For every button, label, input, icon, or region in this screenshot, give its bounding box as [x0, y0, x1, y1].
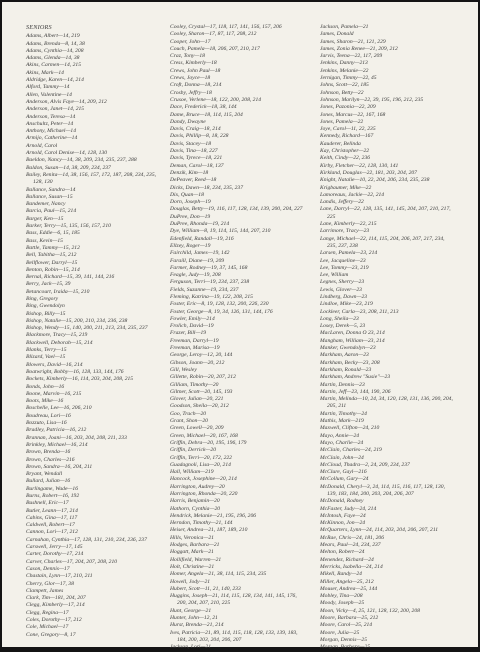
- index-entry: Menendez, Richard—24: [320, 556, 374, 563]
- index-entry: Betancourt, Iraida—15, 210: [26, 288, 90, 295]
- index-entry: Clegg, Regina—17: [26, 609, 69, 616]
- index-entry: Markham, Becky—23, 208: [320, 359, 380, 366]
- index-entry: Harrington, Audrey—20: [170, 483, 225, 490]
- index-entry: Brown, Brenda—16: [26, 449, 71, 456]
- index-entry: Carswell, Jerry—17, 145: [26, 544, 83, 551]
- index-column-3: [320, 24, 455, 651]
- index-entry: Caldwell, Robert—17: [26, 522, 75, 529]
- index-entry: Jackson, Pamela—21: [320, 24, 369, 30]
- index-entry: Kay, Christopher—22: [320, 148, 370, 155]
- index-entry: Craz, Tony—18: [170, 53, 205, 60]
- index-entry: Harrington, Rhonda—20, 220: [170, 491, 238, 497]
- index-entry: Lane, Kimberly—22, 215: [320, 221, 377, 228]
- index-entry: Deman, Carol—18, 137: [170, 162, 224, 169]
- index-entry: McCloud, Thadra—2, 24, 209, 234, 237: [320, 461, 410, 468]
- index-entry: Edenfield, Randall—19, 216: [170, 235, 234, 242]
- index-entry: Martin, Jeff—23, 144, 190, 206: [320, 388, 391, 395]
- index-entry: Lindberg, Dawn—23: [320, 293, 368, 300]
- index-entry: Cannon, Lori—17, 212: [26, 529, 78, 536]
- index-entry: Davis, Tina—18, 227: [170, 148, 218, 155]
- index-entry: Jackson, Lori—21: [170, 644, 212, 651]
- index-entry: Crews, John Paul—18: [170, 67, 221, 74]
- index-list: [320, 24, 455, 652]
- index-entry: Lockleer, Carla—23, 208, 211, 213: [320, 308, 399, 315]
- index-entry: Fowler, Emily—214: [170, 315, 215, 322]
- index-entry: Adams, Glenda—14, 38: [26, 55, 80, 62]
- index-entry: Boudreau, Lori—16: [26, 412, 71, 419]
- index-entry: Benton, Robin—15, 214: [26, 266, 80, 273]
- index-entry: Cress, Kimberly—18: [170, 60, 217, 67]
- index-entry: Markham, Andrew "Susie"—23: [320, 374, 391, 381]
- index-entry: Krigbaumer, Mike—22: [320, 184, 372, 191]
- index-entry: Mangham, William—23, 214: [320, 337, 385, 344]
- index-entry: Cherry, Glor—17, 38: [26, 580, 74, 587]
- index-entry: Arnold, Carol: [26, 142, 58, 149]
- index-entry: Alford, Tammy—14: [26, 84, 70, 91]
- index-entry: Cabins, Gina—17, 117: [26, 514, 78, 521]
- index-entry: Bonds, John—16: [26, 383, 65, 390]
- index-entry: Huggins, Joseph—21, 114, 115, 128, 134, 141, 145, 176, 200, 204, 207, 210, 225: [170, 593, 297, 607]
- index-entry: Lee, Jacqueline—23: [320, 257, 366, 264]
- index-entry: Losey, Derek—5, 23: [320, 323, 366, 330]
- index-entry: Hunt, George—21: [170, 607, 212, 614]
- index-entry: Fields, Suzanne—19, 234, 237: [170, 286, 239, 293]
- index-entry: Farmer, Rodney—19, 37, 145, 168: [170, 264, 248, 271]
- index-entry: Hoggatt, Mark—21: [170, 549, 214, 556]
- index-entry: Keith, Cindy—22, 236: [320, 155, 371, 162]
- index-entry: Blackwell, Deborah—15, 214: [26, 339, 93, 346]
- index-entry: Jones, Marcus—22, 167, 168: [320, 111, 386, 118]
- index-entry: Bing, Gwendolyn: [26, 303, 65, 310]
- index-entry: McClure, Gayl—216: [320, 469, 367, 476]
- index-entry: Moon, Vicky—4, 25, 121, 128, 132, 200, 208: [320, 607, 420, 614]
- index-entry: Knight, Natalie—10, 22, 204, 206, 234, 235, 238: [320, 177, 430, 184]
- index-entry: Hodges, Barbara—21: [170, 542, 220, 549]
- index-list: [26, 33, 161, 639]
- index-entry: Harris, Benjamin—20: [170, 498, 220, 505]
- index-entry: Griffin, Derrick—20: [170, 447, 216, 454]
- index-entry: Goo, Trach—20: [170, 410, 207, 417]
- index-entry: Merricks, Isabella—24, 214: [320, 563, 383, 570]
- index-entry: Mears, Paul—24, 234, 237: [320, 542, 381, 549]
- index-entry: DePeaver, Reed—18: [170, 177, 217, 184]
- index-entry: Crews, Joyce—18: [170, 75, 211, 82]
- index-entry: McDonald, Rodney: [320, 498, 364, 505]
- index-entry: Cole, Michael—17: [26, 624, 69, 631]
- index-entry: Douglas, Betty—19, 116, 117, 128, 134, 139, 200, 204, 227: [170, 206, 303, 213]
- index-entry: Martin, Melinda—10, 24, 34, 120, 128, 131, 136, 200, 204, 205, 211: [320, 396, 453, 410]
- index-entry: DuPree, Rhonda—19, 214: [170, 221, 230, 228]
- index-entry: Brown, Sandra—16, 204, 211: [26, 463, 93, 470]
- index-entry: Couch, Pamela—18, 206, 207, 210, 217: [170, 45, 260, 52]
- index-entry: Clampett, James: [26, 587, 64, 594]
- index-entry: Brannan, Joani—16, 203, 204, 208, 211, 233: [26, 434, 127, 441]
- index-entry: Fleming, Katrina—19, 122, 208, 215: [170, 293, 253, 300]
- index-entry: Moore, Carol—25, 214: [320, 622, 373, 629]
- index-entry: Lindloe, Mike—23, 219: [320, 301, 373, 308]
- index-entry: Mayo, Charlie—24: [320, 439, 364, 446]
- index-entry: Frazer, Bill—19: [170, 330, 207, 337]
- index-entry: Ferguson, Terri—19, 234, 237, 238: [170, 279, 250, 286]
- index-entry: Boots, Mike—16: [26, 398, 64, 405]
- index-entry: Boschelle, Lee—16, 206, 210: [26, 405, 92, 412]
- index-entry: Heiser, Andrea—21, 187, 189, 210: [170, 527, 248, 534]
- index-entry: McKinnon, Jon—24: [320, 520, 366, 527]
- index-entry: Lane, Darryl—22, 128, 135, 141, 145, 204, 207, 210, 217, 225: [320, 206, 451, 220]
- index-entry: Barger, Ken—15: [26, 215, 64, 222]
- index-entry: Anderson, Teresa—14: [26, 113, 76, 120]
- index-entry: Herndon, Timothy—21, 144: [170, 520, 233, 527]
- index-entry: Hancock, Josephine—20, 214: [170, 476, 237, 483]
- index-entry: Bass, Eddie—6, 15, 185: [26, 230, 80, 237]
- index-entry: Markham, Ronald—23: [320, 366, 372, 373]
- index-entry: McClain, Charles—24, 219: [320, 447, 382, 454]
- index-entry: Miller, Angela—25, 212: [320, 578, 374, 585]
- index-entry: Carnahan, Cynthia—17, 128, 131, 210, 234, 236, 237: [26, 536, 147, 543]
- index-entry: MacLaren, Donna O 23, 214: [320, 330, 385, 337]
- index-entry: Johnson, Betty—22: [320, 89, 364, 96]
- index-entry: Faraill, Diane—19, 209: [170, 257, 225, 264]
- index-entry: Glover, Julian—20, 221: [170, 396, 224, 403]
- index-entry: Hall, William—219: [170, 469, 214, 476]
- index-entry: Foster, Eric—8, 19, 128, 132, 200, 226, 230: [170, 301, 269, 308]
- index-entry: Joye, Carol—11, 22, 235: [320, 126, 376, 133]
- index-entry: Battle, Tammy—15, 212: [26, 244, 80, 251]
- index-entry: McFaster, Judy—24, 214: [320, 505, 377, 512]
- index-entry: Lee, William: [320, 272, 349, 279]
- index-entry: Boatwright, Bobby—16, 128, 133, 144, 176: [26, 368, 124, 375]
- index-entry: Bryant, Wendall: [26, 471, 63, 478]
- index-entry: Davis, Stacey—18: [170, 140, 212, 147]
- index-entry: Chastain, Lynn—17, 210, 211: [26, 573, 93, 580]
- index-entry: Blowers, David—16, 214: [26, 361, 83, 368]
- index-entry: Bishop, Natalie—15, 200, 210, 234, 236, 238: [26, 317, 128, 324]
- index-entry: Adams, Brenda—8, 14, 38: [26, 40, 85, 47]
- index-entry: Maxwell, Clifton—24, 210: [320, 425, 380, 432]
- index-entry: Manker, Gwendolyn—23: [320, 345, 376, 352]
- index-entry: Long, Sheila—23: [320, 315, 359, 322]
- index-entry: Johns, Scott—22, 185: [320, 82, 369, 89]
- index-entry: Cooper, John—17: [170, 38, 211, 45]
- index-entry: Giltner, Scott—20, 145, 193: [170, 388, 233, 395]
- index-entry: Bailey, Renita—14, 38, 156, 157, 172, 187, 208, 234, 235, 128, 130: [26, 171, 157, 186]
- index-entry: Dix, Quan—18: [170, 191, 204, 198]
- index-entry: Blackmore, Tracy—15, 219: [26, 332, 88, 339]
- index-entry: Akins, Carmen—14, 215: [26, 62, 82, 69]
- index-entry: McQuarters, Lynn—24, 114, 203, 204, 206, 207, 211: [320, 527, 439, 534]
- index-entry: Burlingame, Wade—16: [26, 485, 78, 492]
- index-column-1: [26, 24, 161, 638]
- index-entry: Davis, Tyrece—18, 221: [170, 155, 223, 162]
- index-entry: Aldridge, Karen—14, 214: [26, 77, 84, 84]
- index-entry: Foster, George—8, 19, 34, 126, 131, 144, 176: [170, 308, 273, 315]
- index-entry: Ballance, Susan—15: [26, 193, 73, 200]
- index-entry: Dame, Bruce—18, 114, 115, 204: [170, 111, 243, 118]
- index-entry: Lange, Michael—22, 114, 115, 204, 206, 207, 217, 234, 235, 237, 238: [320, 235, 445, 249]
- index-entry: Cone, Gregory—8, 17: [26, 631, 76, 638]
- index-entry: Crosby, Jeffry—18: [170, 89, 212, 96]
- index-entry: Croft, Donna—18, 214: [170, 82, 222, 89]
- index-entry: Anthony, Michael—14: [26, 128, 77, 135]
- index-entry: Martin, Dennis—23: [320, 381, 365, 388]
- index-entry: Adams, Albert—14, 219: [26, 33, 80, 40]
- index-entry: Larsen, Pamela—23, 214: [320, 250, 378, 257]
- index-entry: Berry, Jack—15, 39: [26, 281, 71, 288]
- index-entry: Moore, Barbara—25, 212: [320, 615, 379, 622]
- index-entry: Baeldon, Nancy—14, 38, 209, 234, 235, 237, 288: [26, 157, 137, 164]
- index-entry: Guadagnoli, Lisa—20, 214: [170, 461, 231, 468]
- index-entry: Gibson, Joann—20, 212: [170, 359, 225, 366]
- index-entry: DuPree, Don—19: [170, 213, 211, 220]
- index-entry: Butler, Leann—17, 214: [26, 507, 78, 514]
- index-entry: Boone, Marvin—16, 215: [26, 390, 82, 397]
- index-entry: McRae, Chris—24, 181, 206: [320, 534, 385, 541]
- index-entry: Bernal, Richard—15, 39, 141, 144, 216: [26, 274, 115, 281]
- index-entry: Fairchild, James—19, 142: [170, 250, 230, 257]
- index-entry: Davis, Phillip—8, 18, 228: [170, 133, 229, 140]
- index-entry: Bass, Kevin—15: [26, 237, 63, 244]
- index-entry: Mouser, Andrea—25, 144: [320, 585, 378, 592]
- index-entry: Hendrick, Melanie—21, 195, 196, 206: [170, 512, 257, 519]
- index-entry: Armijo, Catherine—14: [26, 135, 78, 142]
- index-entry: Frolich, David—19: [170, 323, 214, 330]
- index-entry: Dandy, Dwayne: [170, 118, 206, 125]
- index-entry: Lee, Tommy—23, 219: [320, 264, 369, 271]
- index-entry: Bing, Gregory: [26, 295, 59, 302]
- index-entry: Bishop, Billy—15: [26, 310, 66, 317]
- index-entry: Green, Michael—20, 167, 168: [170, 432, 238, 439]
- index-entry: Allen, Valentine—14: [26, 91, 72, 98]
- index-entry: Kirkland, Douglas—22, 181, 203, 204, 207: [320, 169, 417, 176]
- index-entry: Clegg, Kimberly—17, 214: [26, 602, 85, 609]
- index-entry: Homer, Angela—21, 38, 114, 115, 234, 235: [170, 571, 267, 578]
- index-entry: Lewis, Glover—23: [320, 286, 362, 293]
- index-entry: Cooley, Sharon—17, 87, 117, 208, 212: [170, 31, 257, 38]
- index-entry: Bishop, Wendy—15, 140, 200, 211, 213, 234, 235, 237: [26, 325, 148, 332]
- index-entry: Barker, Terry—15, 135, 156, 157, 210: [26, 223, 111, 230]
- index-entry: Ellzey, Roger—19: [170, 242, 211, 249]
- index-entry: Gilliam, Timothy—20: [170, 381, 219, 388]
- index-entry: Grant, Shon—20: [170, 418, 208, 425]
- index-entry: Jones, Pazonia—22, 209: [320, 104, 376, 111]
- index-entry: Kennedy, Richard—167: [320, 133, 374, 140]
- index-entry: Ives, Patricia—21, 89, 114, 115, 118, 128, 133, 139, 183, 184, 200, 203, 204, 206, 207: [170, 629, 298, 643]
- index-entry: Freeman, Darryl—19: [170, 337, 219, 344]
- index-entry: Bandemer, Nancy: [26, 201, 66, 208]
- index-entry: Kirby, Fletcher—22, 128, 130, 141: [320, 162, 399, 169]
- index-entry: Hurst, Brenda—21, 214: [170, 622, 224, 629]
- index-entry: Cason, Dennis—17: [26, 565, 70, 572]
- index-entry: Hollifield, Warren—21: [170, 556, 222, 563]
- index-entry: Dace, Frederick—18, 38, 144: [170, 104, 237, 111]
- yearbook-index-page: [2, 2, 478, 651]
- index-entry: Bozzuto, Lisa—16: [26, 420, 67, 427]
- index-entry: McIntosh, Faye—24: [320, 512, 366, 519]
- index-entry: Howell, Jody—21: [170, 578, 211, 585]
- index-entry: Bushnell, Eric—17: [26, 500, 69, 507]
- index-entry: Morgan, Dennis—25: [320, 636, 368, 643]
- index-entry: Jones, Pamela—22: [320, 118, 364, 125]
- index-entry: Green, Lowell—20, 209: [170, 425, 224, 432]
- index-entry: McClain, John—24: [320, 454, 364, 461]
- index-entry: Mayo, Annie—24: [320, 432, 360, 439]
- index-entry: Jarvis, Teena—22, 117, 209: [320, 53, 383, 60]
- index-entry: Coles, Dorothy—17, 212: [26, 617, 82, 624]
- index-entry: Mobley, Tina—208: [320, 593, 363, 600]
- index-entry: Feagle, Judy—19, 208: [170, 272, 221, 279]
- index-entry: Akins, Mark—14: [26, 69, 64, 76]
- index-entry: James, Zonia Renee—21, 209, 212: [320, 45, 398, 52]
- index-entry: Hubert, Scott—11, 21, 140, 233: [170, 585, 241, 592]
- index-entry: Jenkins, Melanie—22: [320, 67, 369, 74]
- index-entry: Gillette, Robin—20, 207, 212: [170, 374, 236, 381]
- index-list: [170, 24, 305, 652]
- index-entry: Carter, Dorothy—17, 214: [26, 551, 84, 558]
- index-entry: Bradley, Patricia—16, 212: [26, 427, 87, 434]
- index-entry: Hills, Veronica—21: [170, 534, 214, 541]
- index-entry: Johnson, Marilyn—22, 39, 195, 196, 212, 235: [320, 96, 424, 103]
- index-entry: Freeman, Marisa—19: [170, 345, 220, 352]
- index-entry: Adams, Cynthia—14, 208: [26, 47, 84, 54]
- index-entry: Anschultz, Peter—14: [26, 120, 74, 127]
- index-entry: Mathis, Mark—219: [320, 418, 364, 425]
- index-entry: Lamoreaux, Jackie—22, 214: [320, 191, 385, 198]
- index-entry: Moore, Julia—25: [320, 629, 360, 636]
- index-entry: Griffin, Terri—20, 172, 222: [170, 454, 232, 461]
- index-entry: Moody, Joseph—25: [320, 600, 365, 607]
- index-entry: Hunter, John—12, 21: [170, 615, 218, 622]
- index-entry: Crusoe, Verlene—18, 122, 200, 208, 214: [170, 96, 262, 103]
- index-entry: Legnes, Sherry—23: [320, 279, 365, 286]
- index-entry: Jernigan, Timmy—22, 45: [320, 75, 377, 82]
- index-entry: Hathorn, Cynthia—20: [170, 505, 221, 512]
- index-entry: Burns, Robert—16, 192: [26, 493, 80, 499]
- index-entry: Dorn, Joseph—19: [170, 199, 211, 206]
- index-entry: Davis, Craig—18, 214: [170, 126, 221, 133]
- index-entry: James, Sharon—21, 121, 229: [320, 38, 386, 45]
- index-entry: Denzik, Kim—18: [170, 169, 209, 176]
- index-entry: Morgan, Barbara—25: [320, 644, 371, 651]
- index-entry: Larrimore, Tracy—23: [320, 228, 370, 235]
- index-entry: Goodson, Sheila—20, 212: [170, 403, 229, 410]
- index-entry: Dicks, Dawn—18, 234, 235, 237: [170, 184, 244, 191]
- index-entry: Arnold, Carol Denise—14, 128, 130: [26, 150, 108, 157]
- index-entry: George, Leroy—12, 20, 144: [170, 352, 233, 359]
- index-entry: Martin, Timothy—24: [320, 410, 367, 417]
- index-entry: Brown, Charles—216: [26, 456, 75, 463]
- index-entry: Holt, Christine—21: [170, 563, 215, 570]
- index-entry: Jenkins, Danny—213: [320, 60, 368, 67]
- index-entry: Mikell, Randy—24: [320, 571, 362, 578]
- index-entry: Griffin, Debra—20, 195, 196, 179: [170, 439, 247, 446]
- index-entry: Markham, Aaron—23: [320, 352, 369, 359]
- index-entry: Bellflower, Darryl—15: [26, 259, 78, 266]
- index-entry: Gill, Wesley: [170, 366, 197, 373]
- index-entry: Melton, Robert—24: [320, 549, 365, 556]
- index-entry: Dye, William—8, 19, 114, 115, 144, 207, 210: [170, 228, 271, 235]
- index-entry: Bullard, Julian—16: [26, 478, 71, 485]
- index-entry: Kauderer, Belinda: [320, 140, 361, 147]
- index-entry: James, Donald: [320, 31, 354, 38]
- index-entry: McCollum, Gary—24: [320, 476, 369, 483]
- index-entry: Barcia, Paul—15, 214: [26, 208, 77, 215]
- index-entry: Brinkley, Michael—16, 214: [26, 441, 88, 448]
- index-entry: Bockets, Kimberly—16, 114, 203, 204, 208, 215: [26, 376, 134, 383]
- section-heading: SENIORS: [26, 24, 52, 31]
- index-entry: Anderson, Janet—14, 215: [26, 106, 85, 113]
- index-entry: Blizard, Vael—15: [26, 354, 66, 361]
- index-entry: Blanks, Terry—15: [26, 347, 67, 354]
- index-entry: Carver, Charles—17, 204, 207, 208, 210: [26, 558, 118, 565]
- index-entry: Ballance, Sandra—14: [26, 186, 76, 193]
- index-entry: McDonald, Cheryl—3, 24, 114, 115, 116, 117, 128, 130, 139, 183, 184, 200, 203, 204, 206, 207: [320, 483, 445, 497]
- index-entry: Anderson, Alvis Faye—14, 209, 212: [26, 98, 107, 105]
- index-entry: Cooley, Crystal—17, 118, 117, 141, 156, 157, 206: [170, 24, 282, 30]
- index-entry: Clark, Tim—181, 204, 207: [26, 595, 86, 602]
- index-entry: Baldon, Susan—14, 38, 209, 234, 237: [26, 164, 111, 171]
- index-column-2: [170, 24, 305, 651]
- index-entry: Bell, Tabitha—15, 212: [26, 252, 77, 259]
- index-entry: Landis, Jeffery—22: [320, 199, 364, 206]
